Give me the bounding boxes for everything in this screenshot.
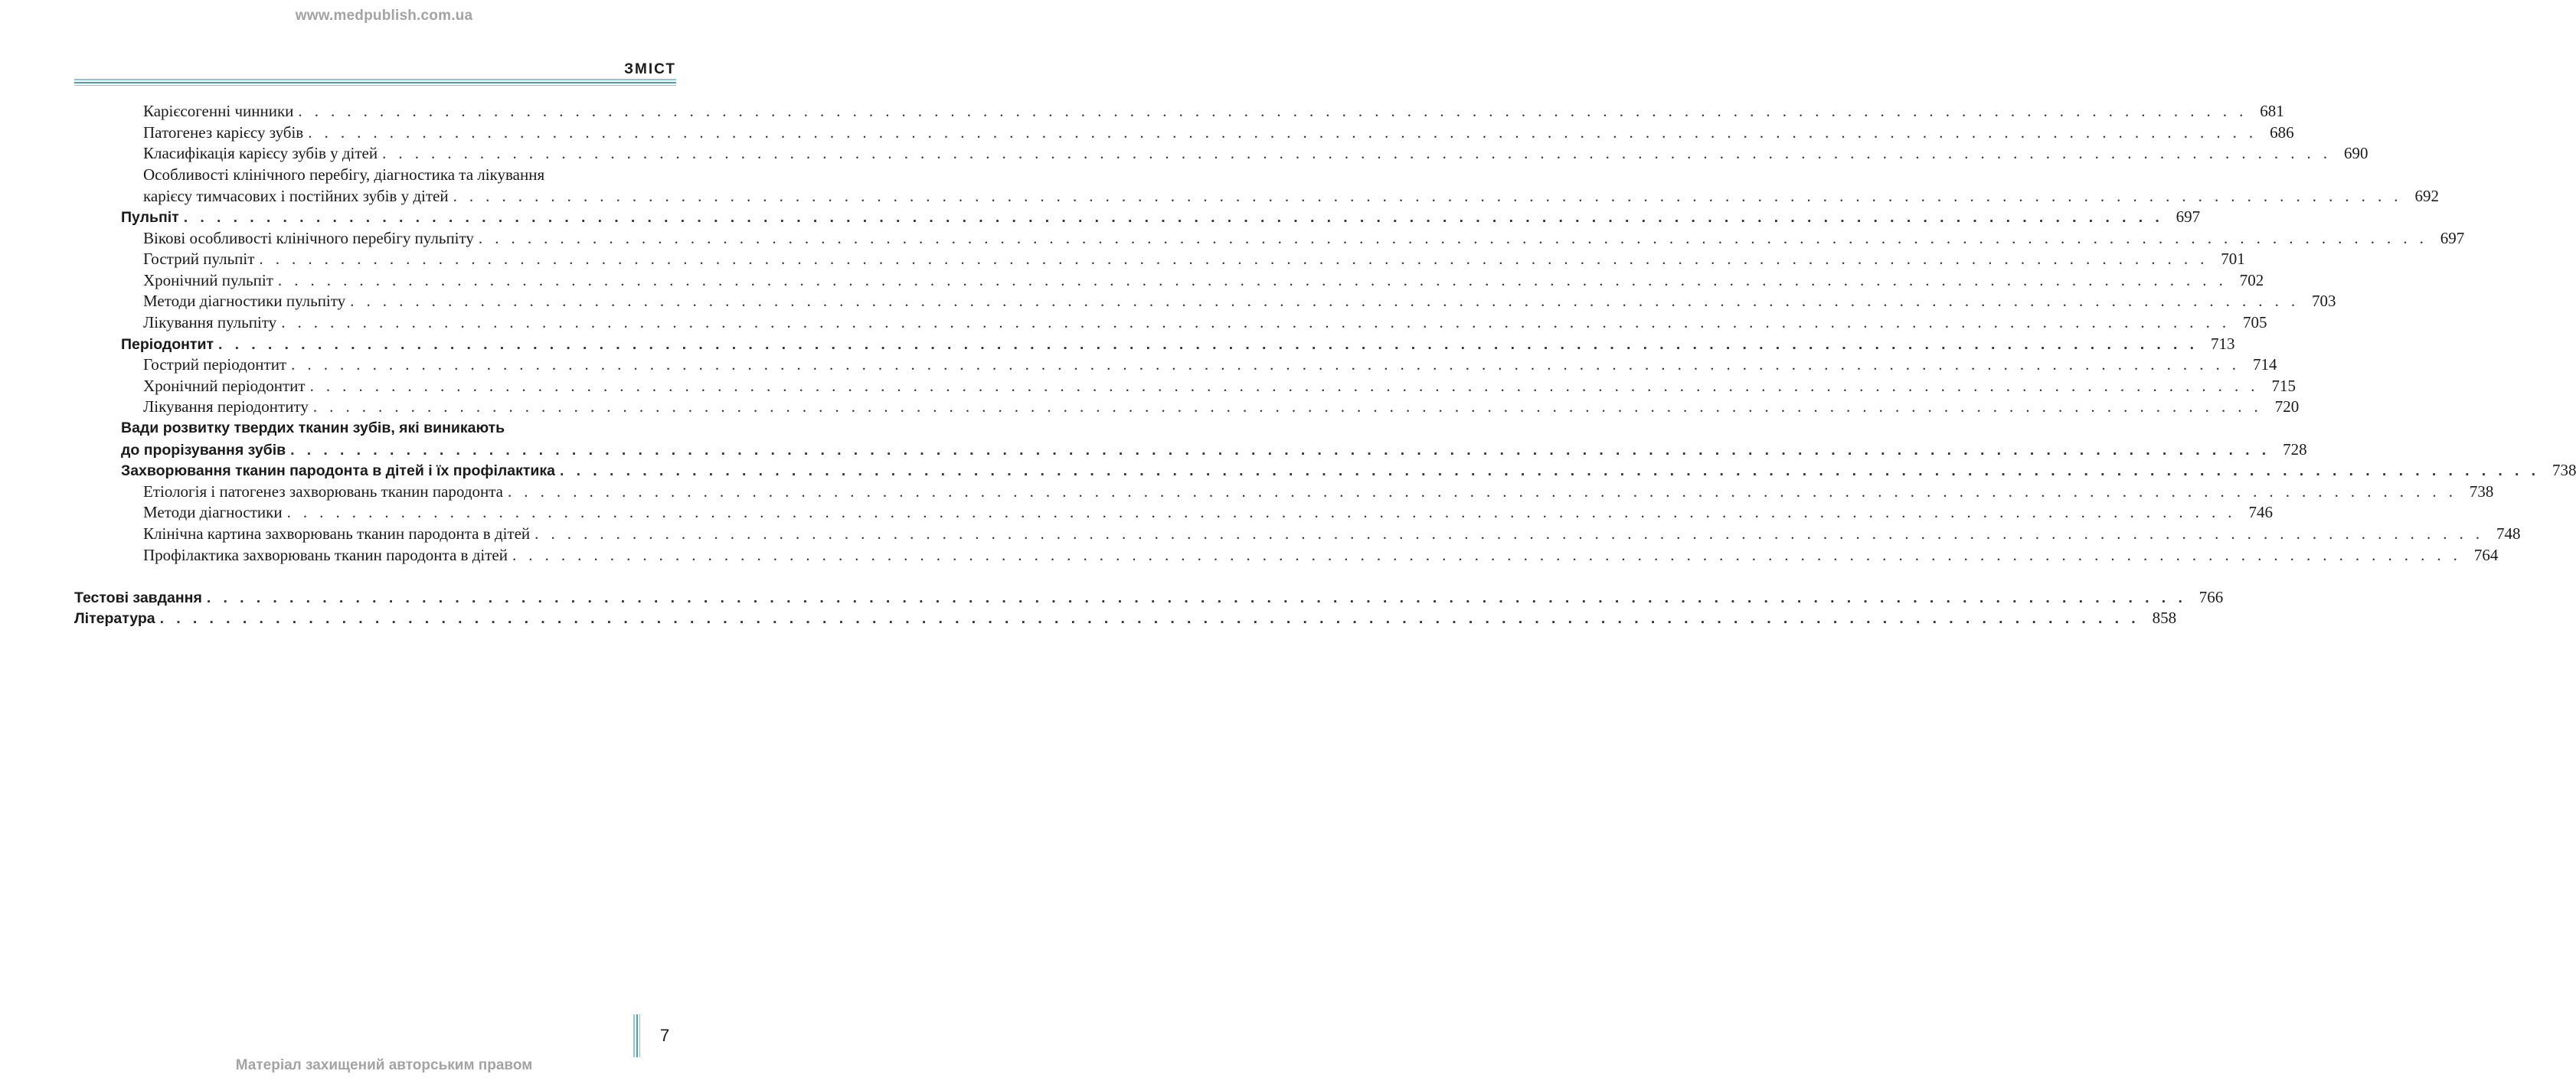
toc-leader-dots: . . . . . . . . . . . . . . . . . . . . . . . . . . . . . . . . . . . . . . . . . . . . . . . . . . . . . . . . . . . . . . . . . . . . . . . . . . . . . . . . . . . . . . . . . . . . . . . . . . . . . . . . . . . . . . . . . . . . . . . . <box>206 589 2187 606</box>
toc-entry-label: Етіологія і патогенез захворювань тканин пародонта <box>143 482 503 501</box>
toc-entry-page: 713 <box>2210 334 2235 353</box>
toc-entry-label: Гострий періодонтит <box>143 355 287 374</box>
toc-entry-page: 746 <box>2248 503 2273 522</box>
toc-entry[interactable] <box>143 375 2296 397</box>
toc-entry-label: Хронічний пульпіт <box>143 270 273 289</box>
toc-leader-dots: . . . . . . . . . . . . . . . . . . . . . . . . . . . . . . . . . . . . . . . . . . . . . . . . . . . . . . . . . . . . . . . . . . . . . . . . . . . . . . . . . . . . . . . . . . . . . . . . . . . . . . . . . . . . . . . . . . . . . . . . <box>512 545 2462 564</box>
toc-entry[interactable] <box>143 248 2245 269</box>
toc-leader-dots: . . . . . . . . . . . . . . . . . . . . . . . . . . . . . . . . . . . . . . . . . . . . . . . . . . . . . . . . . . . . . . . . . . . . . . . . . . . . . . . . . . . . . . . . . . . . . . . . . . . . . . . . . . . . . . . . . . . . . . . . <box>218 335 2198 353</box>
toc-entry-label: Вікові особливості клінічного перебігу пульпіту <box>143 228 474 247</box>
toc-entry[interactable] <box>121 206 2201 228</box>
toc-entry-page: 697 <box>2176 207 2201 226</box>
toc-entry[interactable] <box>121 459 2576 482</box>
toc-entry-label: Патогенез карієсу зубів <box>143 122 304 142</box>
toc-entry[interactable] <box>143 164 2439 207</box>
toc-entry[interactable] <box>74 607 2177 629</box>
toc-entry-page: 728 <box>2283 440 2307 459</box>
toc-entry-page: 690 <box>2343 144 2368 163</box>
toc-entry-label: Лікування періодонтиту <box>143 397 309 416</box>
page-number-bar <box>636 1014 638 1057</box>
section-title: ЗМІСТ <box>624 61 676 77</box>
toc-entry[interactable] <box>143 227 2465 249</box>
toc-leader-dots: . . . . . . . . . . . . . . . . . . . . . . . . . . . . . . . . . . . . . . . . . . . . . . . . . . . . . . . . . . . . . . . . . . . . . . . . . . . . . . . . . . . . . . . . . . . . . . . . . . . . . . . . . . . . . . . . . . . . . . . . <box>560 462 2540 480</box>
site-url[interactable]: www.medpublish.com.ua <box>295 8 473 24</box>
toc-entry-page: 720 <box>2274 397 2300 416</box>
toc-entry[interactable] <box>143 523 2521 544</box>
toc-entry[interactable] <box>143 396 2300 417</box>
toc-entry-page: 697 <box>2440 228 2465 247</box>
toc-entry-label-line1: Вади розвитку твердих тканин зубів, які виникають <box>121 420 505 436</box>
toc-entry-label: карієсу тимчасових і постійних зубів у дітей <box>143 186 449 205</box>
toc-entry-page: 766 <box>2198 587 2224 606</box>
toc-entry[interactable] <box>143 269 2264 291</box>
toc-entry-label: Методи діагностики пульпіту <box>143 292 346 311</box>
toc-entry-page: 703 <box>2312 292 2336 311</box>
toc-leader-dots: . . . . . . . . . . . . . . . . . . . . . . . . . . . . . . . . . . . . . . . . . . . . . . . . . . . . . . . . . . . . . . . . . . . . . . . . . . . . . . . . . . . . . . . . . . . . . . . . . . . . . . . . . . . . . . . . . . . . . . . . <box>350 292 2300 311</box>
toc-entry-label: Тестові завдання <box>74 589 202 606</box>
toc-entry-label-line1: Особливості клінічного перебігу, діагностика та лікування <box>143 165 545 184</box>
header-rule <box>74 82 676 83</box>
toc-leader-dots: . . . . . . . . . . . . . . . . . . . . . . . . . . . . . . . . . . . . . . . . . . . . . . . . . . . . . . . . . . . . . . . . . . . . . . . . . . . . . . . . . . . . . . . . . . . . . . . . . . . . . . . . . . . . . . . . . . . . . . . . <box>308 122 2257 142</box>
toc-entry-label: Захворювання тканин пародонта в дітей і їх профілактика <box>121 462 556 480</box>
toc-entry-page: 701 <box>2221 250 2245 269</box>
toc-entry-label: Література <box>74 610 155 628</box>
toc-entry[interactable] <box>143 290 2336 312</box>
toc-leader-dots: . . . . . . . . . . . . . . . . . . . . . . . . . . . . . . . . . . . . . . . . . . . . . . . . . . . . . . . . . . . . . . . . . . . . . . . . . . . . . . . . . . . . . . . . . . . . . . . . . . . . . . . . . . . . . . . . . . . . . . . . <box>159 610 2140 628</box>
toc-entry-page: 738 <box>2469 482 2494 501</box>
page-number-bar <box>639 1014 640 1057</box>
toc-entry[interactable] <box>143 122 2294 143</box>
toc-entry-label: Клінічна картина захворювань тканин пародонта в дітей <box>143 524 531 543</box>
toc-entry-label: Методи діагностики <box>143 503 283 522</box>
toc-entry-page: 748 <box>2496 524 2521 543</box>
page-number: 7 <box>660 1026 670 1045</box>
header-rule <box>74 85 676 86</box>
toc-leader-dots: . . . . . . . . . . . . . . . . . . . . . . . . . . . . . . . . . . . . . . . . . . . . . . . . . . . . . . . . . . . . . . . . . . . . . . . . . . . . . . . . . . . . . . . . . . . . . . . . . . . . . . . . . . . . . . . . . . . . . . . . <box>298 102 2247 120</box>
toc-entry[interactable] <box>143 501 2273 523</box>
toc-leader-dots: . . . . . . . . . . . . . . . . . . . . . . . . . . . . . . . . . . . . . . . . . . . . . . . . . . . . . . . . . . . . . . . . . . . . . . . . . . . . . . . . . . . . . . . . . . . . . . . . . . . . . . . . . . . . . . . . . . . . . . . . <box>277 270 2228 289</box>
toc-entry-label: Гострий пульпіт <box>143 250 255 269</box>
toc-entry[interactable] <box>74 586 2224 609</box>
toc-entry[interactable] <box>121 333 2235 355</box>
toc-leader-dots: . . . . . . . . . . . . . . . . . . . . . . . . . . . . . . . . . . . . . . . . . . . . . . . . . . . . . . . . . . . . . . . . . . . . . . . . . . . . . . . . . . . . . . . . . . . . . . . . . . . . . . . . . . . . . . . . . . . . . . . . <box>183 209 2164 226</box>
toc-entry[interactable] <box>143 100 2284 122</box>
toc-entry[interactable] <box>121 417 2307 461</box>
toc-leader-dots: . . . . . . . . . . . . . . . . . . . . . . . . . . . . . . . . . . . . . . . . . . . . . . . . . . . . . . . . . . . . . . . . . . . . . . . . . . . . . . . . . . . . . . . . . . . . . . . . . . . . . . . . . . . . . . . . . . . . . . . . <box>453 186 2402 205</box>
toc-entry-page: 702 <box>2239 270 2264 289</box>
toc-entry-page: 692 <box>2414 186 2439 205</box>
toc-entry-page: 715 <box>2271 376 2296 395</box>
toc-leader-dots: . . . . . . . . . . . . . . . . . . . . . . . . . . . . . . . . . . . . . . . . . . . . . . . . . . . . . . . . . . . . . . . . . . . . . . . . . . . . . . . . . . . . . . . . . . . . . . . . . . . . . . . . . . . . . . . . . . . . . . . . <box>290 442 2270 459</box>
toc-entry[interactable] <box>143 312 2267 333</box>
toc-entry-label: Профілактика захворювань тканин пародонта в дітей <box>143 545 508 564</box>
toc-entry[interactable] <box>143 354 2277 375</box>
toc-leader-dots: . . . . . . . . . . . . . . . . . . . . . . . . . . . . . . . . . . . . . . . . . . . . . . . . . . . . . . . . . . . . . . . . . . . . . . . . . . . . . . . . . . . . . . . . . . . . . . . . . . . . . . . . . . . . . . . . . . . . . . . . <box>309 376 2259 395</box>
toc-entry-label: Періодонтит <box>121 335 214 353</box>
toc-entry-page: 764 <box>2473 545 2499 564</box>
toc-entry[interactable] <box>143 481 2494 502</box>
toc-entry-page: 714 <box>2252 355 2277 374</box>
toc-entry[interactable] <box>143 544 2499 566</box>
toc-leader-dots: . . . . . . . . . . . . . . . . . . . . . . . . . . . . . . . . . . . . . . . . . . . . . . . . . . . . . . . . . . . . . . . . . . . . . . . . . . . . . . . . . . . . . . . . . . . . . . . . . . . . . . . . . . . . . . . . . . . . . . . . <box>382 144 2332 163</box>
toc-entry-label: Карієсогенні чинники <box>143 102 294 120</box>
toc-entry-label: Пульпіт <box>121 209 179 226</box>
toc-leader-dots: . . . . . . . . . . . . . . . . . . . . . . . . . . . . . . . . . . . . . . . . . . . . . . . . . . . . . . . . . . . . . . . . . . . . . . . . . . . . . . . . . . . . . . . . . . . . . . . . . . . . . . . . . . . . . . . . . . . . . . . . <box>312 397 2263 416</box>
toc-leader-dots: . . . . . . . . . . . . . . . . . . . . . . . . . . . . . . . . . . . . . . . . . . . . . . . . . . . . . . . . . . . . . . . . . . . . . . . . . . . . . . . . . . . . . . . . . . . . . . . . . . . . . . . . . . . . . . . . . . . . . . . . <box>286 503 2236 522</box>
toc-leader-dots: . . . . . . . . . . . . . . . . . . . . . . . . . . . . . . . . . . . . . . . . . . . . . . . . . . . . . . . . . . . . . . . . . . . . . . . . . . . . . . . . . . . . . . . . . . . . . . . . . . . . . . . . . . . . . . . . . . . . . . . . <box>259 250 2208 269</box>
toc-leader-dots: . . . . . . . . . . . . . . . . . . . . . . . . . . . . . . . . . . . . . . . . . . . . . . . . . . . . . . . . . . . . . . . . . . . . . . . . . . . . . . . . . . . . . . . . . . . . . . . . . . . . . . . . . . . . . . . . . . . . . . . . <box>291 355 2241 374</box>
toc-leader-dots: . . . . . . . . . . . . . . . . . . . . . . . . . . . . . . . . . . . . . . . . . . . . . . . . . . . . . . . . . . . . . . . . . . . . . . . . . . . . . . . . . . . . . . . . . . . . . . . . . . . . . . . . . . . . . . . . . . . . . . . . <box>534 524 2484 543</box>
page-number-bar <box>633 1014 635 1057</box>
copyright-notice: Матеріал захищений авторським правом <box>235 1057 533 1073</box>
toc-entry-page: 705 <box>2243 313 2267 331</box>
header-rule <box>74 79 676 80</box>
toc-entry-page: 686 <box>2270 122 2294 142</box>
toc-leader-dots: . . . . . . . . . . . . . . . . . . . . . . . . . . . . . . . . . . . . . . . . . . . . . . . . . . . . . . . . . . . . . . . . . . . . . . . . . . . . . . . . . . . . . . . . . . . . . . . . . . . . . . . . . . . . . . . . . . . . . . . . <box>281 313 2231 331</box>
toc-entry[interactable] <box>143 142 2368 164</box>
toc-entry-label: Лікування пульпіту <box>143 313 277 331</box>
toc-entry-label: до прорізування зубів <box>121 442 286 459</box>
toc-entry-label: Хронічний періодонтит <box>143 376 306 395</box>
toc-entry-page: 738 <box>2551 461 2576 480</box>
toc-leader-dots: . . . . . . . . . . . . . . . . . . . . . . . . . . . . . . . . . . . . . . . . . . . . . . . . . . . . . . . . . . . . . . . . . . . . . . . . . . . . . . . . . . . . . . . . . . . . . . . . . . . . . . . . . . . . . . . . . . . . . . . . <box>508 482 2457 501</box>
toc-leader-dots: . . . . . . . . . . . . . . . . . . . . . . . . . . . . . . . . . . . . . . . . . . . . . . . . . . . . . . . . . . . . . . . . . . . . . . . . . . . . . . . . . . . . . . . . . . . . . . . . . . . . . . . . . . . . . . . . . . . . . . . . <box>478 228 2428 247</box>
toc-entry-page: 681 <box>2260 102 2284 120</box>
toc-entry-page: 858 <box>2152 609 2177 628</box>
toc-entry-label: Класифікація карієсу зубів у дітей <box>143 144 378 163</box>
